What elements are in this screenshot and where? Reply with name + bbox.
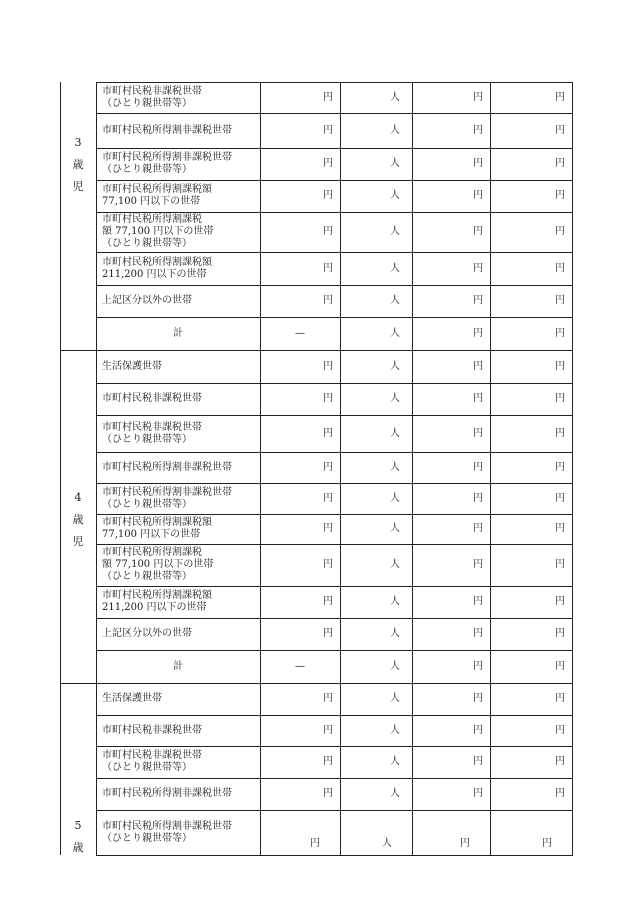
row-divider: [96, 544, 573, 545]
subsidy-amount-unit: 円: [555, 693, 565, 704]
total-row-label: 計: [173, 661, 183, 672]
amount-total-unit: 円: [473, 661, 483, 672]
fee-amount-unit: 円: [323, 693, 333, 704]
household-category-label: 市町村民税非課税世帯 （ひとり親世帯等）: [102, 86, 202, 109]
children-count-unit: 人: [390, 756, 400, 767]
subsidy-amount-unit: 円: [555, 263, 565, 274]
amount-total-unit: 円: [473, 756, 483, 767]
children-count-unit: 人: [390, 158, 400, 169]
subsidy-column-border: [490, 82, 491, 855]
amount-total-unit: 円: [473, 295, 483, 306]
household-category-label: 市町村民税非課税世帯: [102, 393, 202, 404]
amount-total-unit: 円: [473, 190, 483, 201]
row-divider: [96, 618, 573, 619]
subsidy-amount-unit: 円: [555, 125, 565, 136]
fee-amount-unit: 円: [323, 628, 333, 639]
age-group-label: 5 歳: [72, 819, 84, 854]
row-divider: [96, 650, 573, 651]
children-count-unit: 人: [390, 493, 400, 504]
subsidy-amount-unit: 円: [555, 295, 565, 306]
row-divider: [96, 180, 573, 181]
children-count-unit: 人: [390, 92, 400, 103]
subsidy-amount-unit: 円: [555, 393, 565, 404]
fee-amount-unit: 円: [323, 393, 333, 404]
amount-total-unit: 円: [473, 361, 483, 372]
children-count-unit: 人: [390, 523, 400, 534]
subsidy-amount-unit: 円: [555, 92, 565, 103]
dash-mark: —: [295, 328, 305, 339]
dash-mark: —: [295, 661, 305, 672]
subsidy-amount-unit: 円: [555, 493, 565, 504]
age-group-label: 3 歳 児: [72, 136, 84, 193]
household-category-label: 上記区分以外の世帯: [102, 628, 192, 639]
children-count-unit: 人: [390, 725, 400, 736]
household-category-label: 市町村民税所得割非課税世帯: [102, 788, 232, 799]
fee-amount-unit: 円: [323, 158, 333, 169]
children-count-unit: 人: [390, 788, 400, 799]
household-category-label: 市町村民税所得割課税額 77,100 円以下の世帯: [102, 517, 212, 540]
table-right-border: [572, 82, 573, 855]
row-divider: [96, 212, 573, 213]
fee-amount-unit: 円: [323, 493, 333, 504]
children-count-unit: 人: [390, 361, 400, 372]
household-category-label: 市町村民税所得割課税 額 77,100 円以下の世帯 （ひとり親世帯等）: [102, 547, 214, 582]
row-divider: [96, 746, 573, 747]
amount-total-unit: 円: [473, 493, 483, 504]
row-divider: [96, 514, 573, 515]
total-column-border: [412, 82, 413, 855]
children-count-unit: 人: [390, 328, 400, 339]
subsidy-amount-unit: 円: [555, 428, 565, 439]
amount-total-unit: 円: [473, 788, 483, 799]
children-count-unit: 人: [390, 661, 400, 672]
household-category-label: 市町村民税所得割課税額 211,200 円以下の世帯: [102, 257, 212, 280]
household-category-label: 市町村民税所得割非課税世帯 （ひとり親世帯等）: [102, 821, 232, 844]
fee-amount-unit: 円: [323, 295, 333, 306]
row-divider: [96, 148, 573, 149]
row-divider: [96, 350, 573, 351]
row-divider: [96, 483, 573, 484]
household-category-label: 市町村民税非課税世帯: [102, 725, 202, 736]
amount-total-unit: 円: [473, 393, 483, 404]
amount-total-unit: 円: [473, 263, 483, 274]
household-category-label: 市町村民税所得割課税額 77,100 円以下の世帯: [102, 184, 212, 207]
category-column-border: [96, 82, 97, 855]
household-category-label: 生活保護世帯: [102, 361, 162, 372]
household-category-label: 市町村民税所得割非課税世帯: [102, 462, 232, 473]
fee-amount-unit: 円: [323, 226, 333, 237]
subsidy-amount-unit: 円: [555, 462, 565, 473]
children-count-unit: 人: [390, 628, 400, 639]
subsidy-amount-unit: 円: [555, 226, 565, 237]
amount-total-unit: 円: [473, 725, 483, 736]
amount-total-unit: 円: [473, 462, 483, 473]
fee-amount-unit: 円: [323, 92, 333, 103]
household-category-label: 市町村民税所得割非課税世帯: [102, 125, 232, 136]
amount-total-unit: 円: [473, 125, 483, 136]
household-category-label: 市町村民税所得割非課税世帯 （ひとり親世帯等）: [102, 152, 232, 175]
amount-total-unit: 円: [473, 559, 483, 570]
children-count-unit: 人: [382, 838, 392, 849]
children-count-unit: 人: [390, 393, 400, 404]
amount-total-unit: 円: [473, 428, 483, 439]
amount-total-unit: 円: [473, 158, 483, 169]
row-divider: [96, 586, 573, 587]
fee-amount-unit: 円: [323, 788, 333, 799]
row-divider: [96, 683, 573, 684]
amount-column-border: [260, 82, 261, 855]
subsidy-amount-unit: 円: [555, 559, 565, 570]
subsidy-amount-unit: 円: [555, 788, 565, 799]
subsidy-amount-unit: 円: [555, 523, 565, 534]
subsidy-amount-unit: 円: [555, 725, 565, 736]
fee-amount-unit: 円: [323, 523, 333, 534]
amount-total-unit: 円: [473, 596, 483, 607]
fee-amount-unit: 円: [323, 190, 333, 201]
row-divider: [96, 810, 573, 811]
subsidy-amount-unit: 円: [555, 756, 565, 767]
fee-amount-unit: 円: [323, 596, 333, 607]
children-count-unit: 人: [390, 295, 400, 306]
row-divider: [96, 113, 573, 114]
subsidy-amount-unit: 円: [555, 661, 565, 672]
fee-amount-unit: 円: [323, 559, 333, 570]
household-category-label: 市町村民税所得割課税 額 77,100 円以下の世帯 （ひとり親世帯等）: [102, 214, 214, 249]
fee-amount-unit: 円: [323, 125, 333, 136]
children-count-unit: 人: [390, 693, 400, 704]
fee-amount-unit: 円: [323, 263, 333, 274]
people-column-border: [340, 82, 341, 855]
age-group-label: 4 歳 児: [72, 491, 84, 548]
row-divider: [96, 715, 573, 716]
children-count-unit: 人: [390, 190, 400, 201]
row-divider: [96, 452, 573, 453]
children-count-unit: 人: [390, 226, 400, 237]
subsidy-amount-unit: 円: [555, 361, 565, 372]
amount-total-unit: 円: [473, 92, 483, 103]
subsidy-amount-unit: 円: [555, 328, 565, 339]
subsidy-amount-unit: 円: [555, 628, 565, 639]
row-divider: [96, 285, 573, 286]
household-category-label: 市町村民税非課税世帯 （ひとり親世帯等）: [102, 422, 202, 445]
amount-total-unit: 円: [473, 628, 483, 639]
fee-amount-unit: 円: [323, 725, 333, 736]
row-divider: [96, 415, 573, 416]
household-category-label: 上記区分以外の世帯: [102, 295, 192, 306]
household-category-label: 市町村民税所得割課税額 211,200 円以下の世帯: [102, 590, 212, 613]
fee-amount-unit: 円: [323, 756, 333, 767]
household-category-label: 生活保護世帯: [102, 693, 162, 704]
subsidy-amount-unit: 円: [555, 190, 565, 201]
subsidy-amount-unit: 円: [555, 158, 565, 169]
amount-total-unit: 円: [473, 226, 483, 237]
amount-total-unit: 円: [460, 838, 470, 849]
row-divider: [96, 82, 573, 83]
amount-total-unit: 円: [473, 328, 483, 339]
row-divider: [96, 855, 573, 856]
amount-total-unit: 円: [473, 523, 483, 534]
children-count-unit: 人: [390, 428, 400, 439]
subsidy-amount-unit: 円: [555, 596, 565, 607]
total-row-label: 計: [173, 328, 183, 339]
amount-total-unit: 円: [473, 693, 483, 704]
subsidy-amount-unit: 円: [542, 838, 552, 849]
row-divider: [96, 778, 573, 779]
fee-amount-unit: 円: [323, 428, 333, 439]
row-divider: [96, 383, 573, 384]
children-count-unit: 人: [390, 596, 400, 607]
children-count-unit: 人: [390, 263, 400, 274]
row-divider: [96, 252, 573, 253]
household-category-label: 市町村民税所得割非課税世帯 （ひとり親世帯等）: [102, 487, 232, 510]
fee-amount-unit: 円: [323, 462, 333, 473]
children-count-unit: 人: [390, 462, 400, 473]
fee-amount-unit: 円: [323, 361, 333, 372]
household-category-label: 市町村民税非課税世帯 （ひとり親世帯等）: [102, 750, 202, 773]
children-count-unit: 人: [390, 559, 400, 570]
fee-amount-unit: 円: [310, 838, 320, 849]
children-count-unit: 人: [390, 125, 400, 136]
row-divider: [96, 317, 573, 318]
